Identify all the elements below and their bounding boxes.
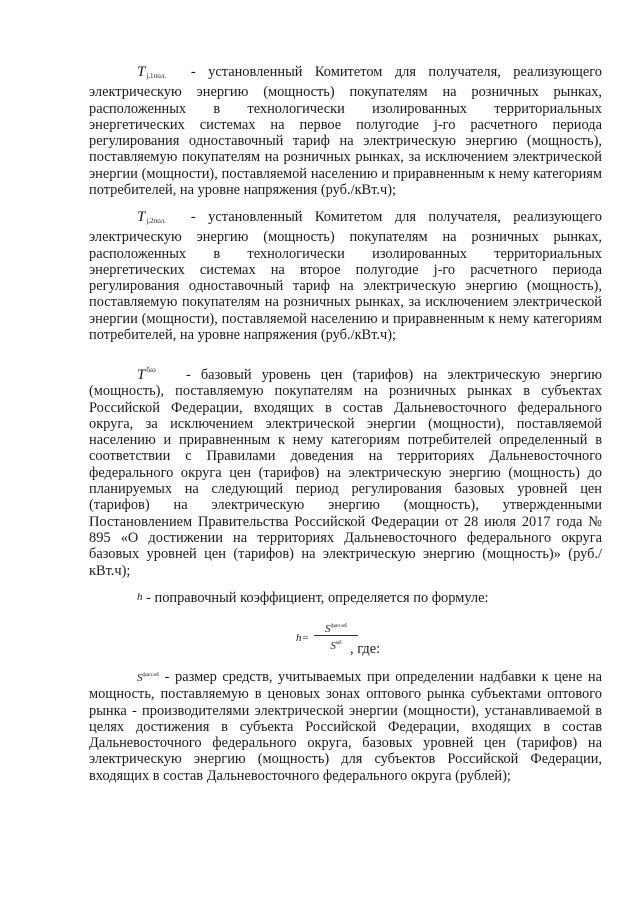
- symbol-h: h: [137, 591, 143, 603]
- symbol-t-baz: $T^{баз}$: [137, 366, 156, 383]
- formula-denominator: $S^{мб}$: [330, 640, 342, 652]
- definition-s-fact: $S^{факт.мб}$ - размер средств, учитываемых при определении надбавки к цене на мощность, поставляемую в ценовых зонах оптового рынка субъектами оптового рынка - производителями электрической энергии (мощности), устанавливаемой в целях достижения в субъекта Российской Федерации, входящих в состав Дальневосточного федерального округа, базовых уровней цен (тарифов) на электрическую энергию (мощность) для субъектов Российской Федерации, входящих в состав Дальневосточного федерального округа (рублей);: [89, 669, 602, 784]
- formula-where: , где:: [350, 641, 381, 657]
- fraction-bar: [314, 635, 358, 636]
- definition-t-first-half: $T_{j,1пол.}$ - установленный Комитетом для получателя, реализующего электрическую энергию (мощность) покупателям на розничных рынках, расположенных в технологически изолированных территориальных энергетических системах на первое полугодие j-го расчетного периода регулирования одноставочный тариф на электрическую энергию (мощность), поставляемую покупателям на розничных рынках, за исключением электрической энергии (мощности), поставляемой населению и приравненным к нему категориям потребителей, на уровне напряжения (руб./кВт.ч);: [89, 64, 602, 199]
- definition-h: h - поправочный коэффициент, определяется по формуле:: [137, 590, 489, 606]
- formula-lhs: h=: [296, 632, 309, 644]
- symbol-t-j1: $T_{j,1пол.}$: [137, 64, 166, 80]
- formula-numerator: $S^{факт.мб}$: [324, 623, 348, 635]
- definition-t-base: $T^{баз}$ - базовый уровень цен (тарифов) на электрическую энергию (мощность), поставляемую покупателям на розничных рынках в субъектах Российской Федерации, входящих в состав Дальневосточного федерального округа, за исключением электрической энергии (мощности), поставляемой населению и приравненным к нему категориям потребителей определенный в соответствии с Правилами доведения на территориях Дальневосточного федерального округа цен (тарифов) на электрическую энергию (мощность) до планируемых на следующий период регулирования базовых уровней цен (тарифов) на электрическую энергию (мощность), утвержденными Постановлением Правительства Российской Федерации от 28 июля 2017 года № 895 «О достижении на территориях Дальневосточного федерального округа базовых уровней цен (тарифов) на электрическую энергию (мощность)» (руб./кВт.ч);: [89, 362, 602, 579]
- symbol-s-fact: $S^{факт.мб}$: [137, 672, 160, 684]
- definition-t-second-half: $T_{j,2пол.}$ - установленный Комитетом для получателя, реализующего электрическую энергию (мощность) покупателям на розничных рынках, расположенных в технологически изолированных территориальных энергетических системах на второе полугодие j-го расчетного периода регулирования одноставочный тариф на электрическую энергию (мощность), поставляемую покупателям на розничных рынках, за исключением электрической энергии (мощности), поставляемой населению и приравненным к нему категориям потребителей, на уровне напряжения (руб./кВт.ч);: [89, 209, 602, 344]
- symbol-t-j2: $T_{j,2пол.}$: [137, 209, 166, 225]
